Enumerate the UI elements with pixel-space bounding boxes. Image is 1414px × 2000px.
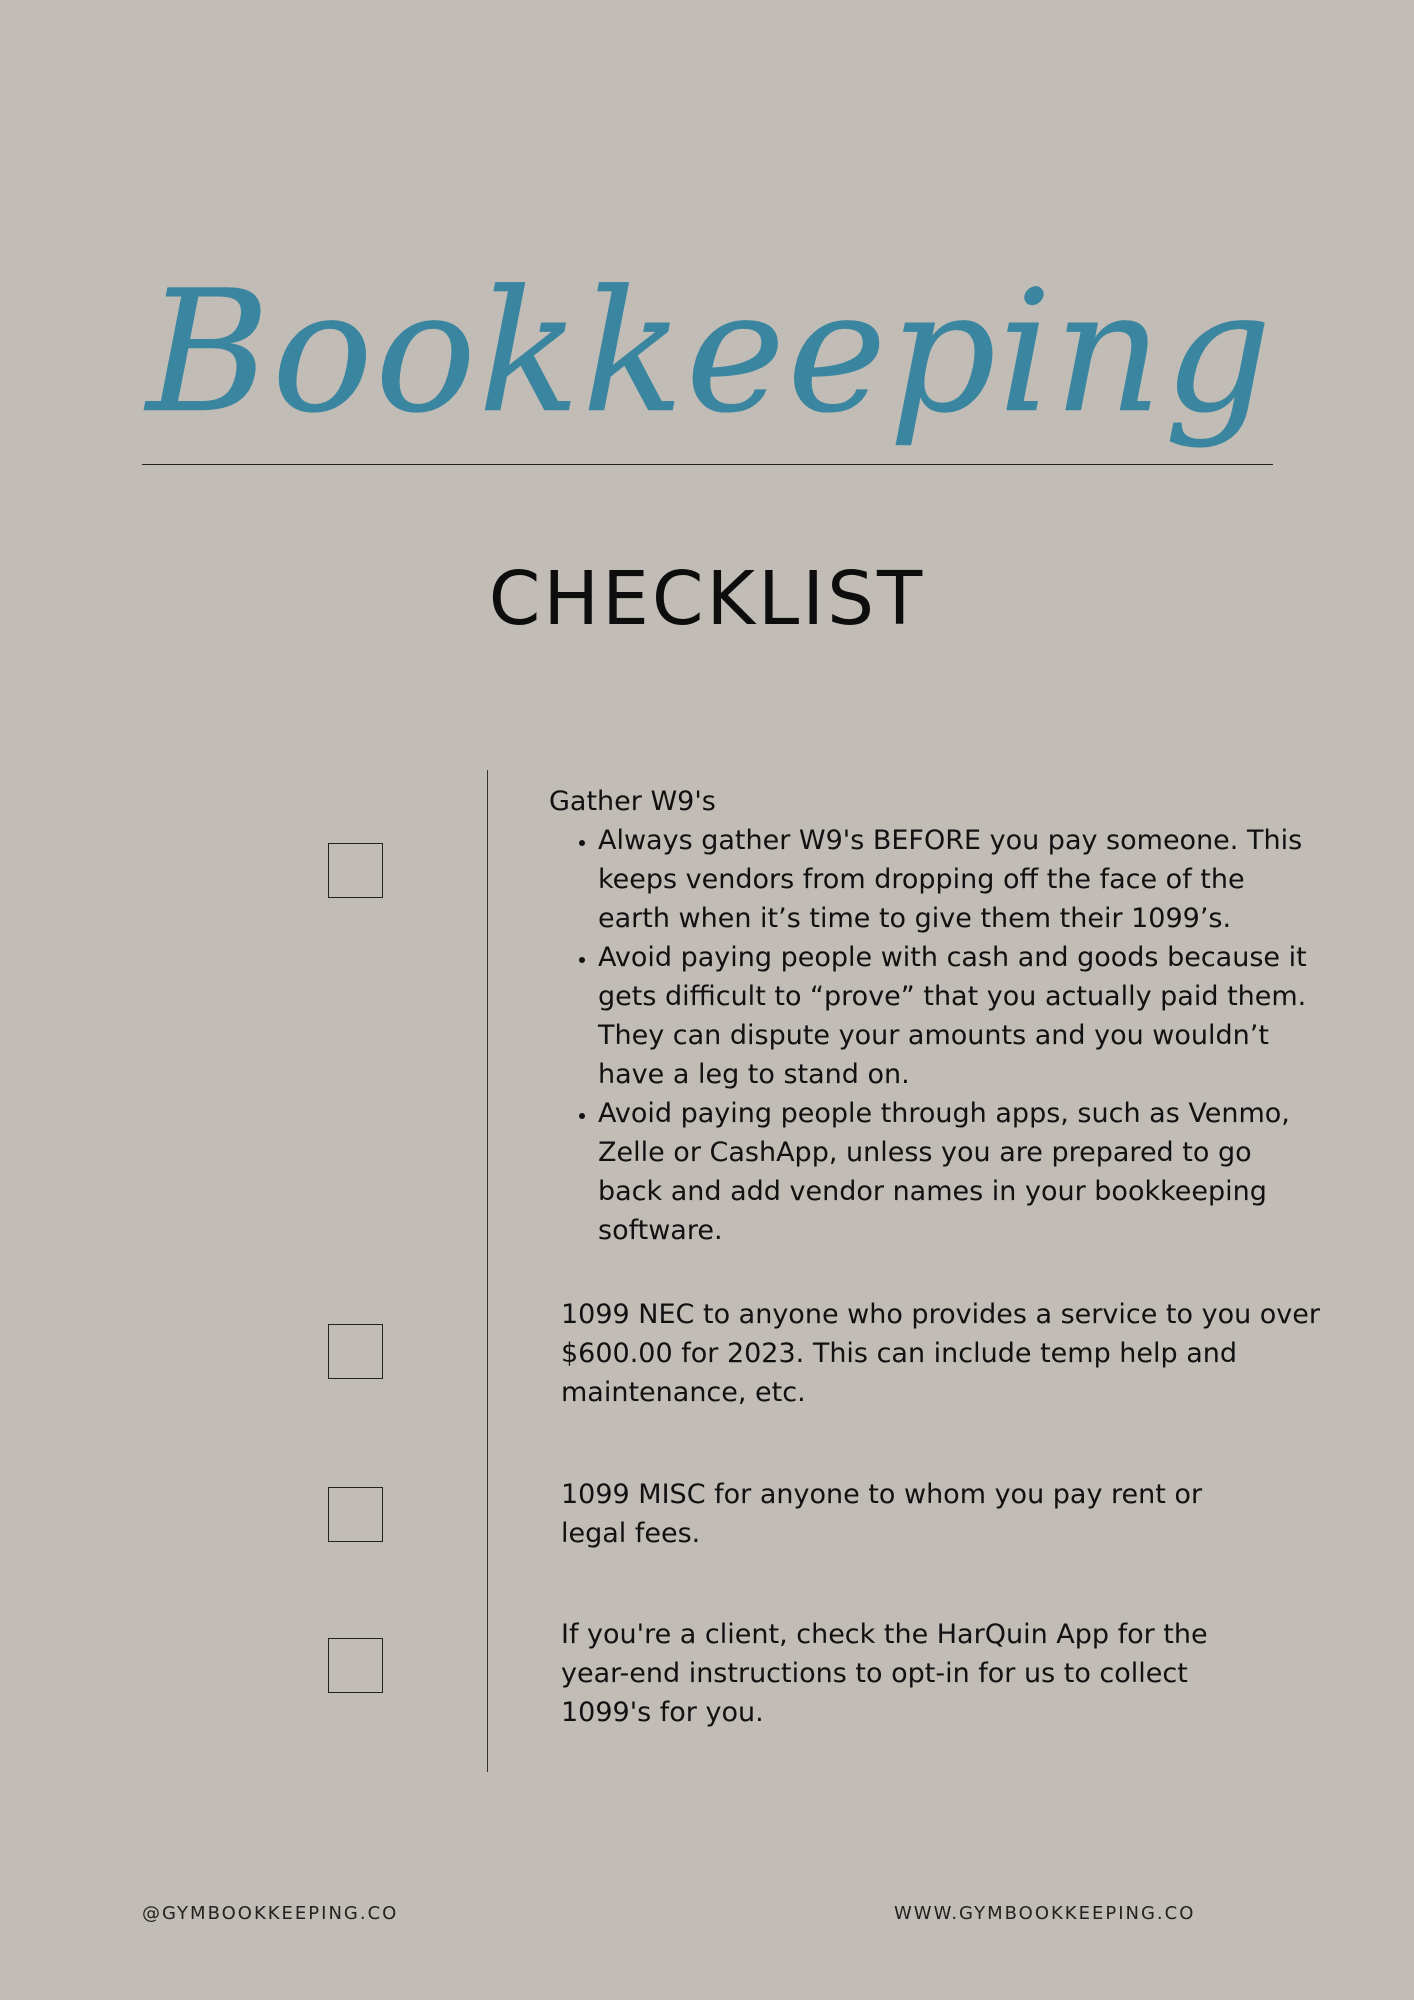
checklist-item-1099-nec xyxy=(561,1295,1321,1412)
checkbox-gather-w9[interactable] xyxy=(328,843,383,898)
list-item: • Avoid paying people through apps, such as Venmo, Zelle or CashApp, unless you are prepared to go back and add vendor names in your bookkeeping software. xyxy=(598,1094,1309,1250)
list-item: • Always gather W9's BEFORE you pay someone. This keeps vendors from dropping off the face of the earth when it’s time to give them their 1099’s. xyxy=(598,821,1309,938)
bookkeeping-script-logo xyxy=(146,230,1274,490)
item-text: 1099 MISC for anyone to whom you pay rent or legal fees. xyxy=(561,1479,1203,1549)
item-heading: Gather W9's xyxy=(549,786,716,817)
list-item: • Avoid paying people with cash and goods because it gets difficult to “prove” that you actually paid them. They can dispute your amounts and you wouldn’t have a leg to stand on. xyxy=(598,938,1309,1094)
checklist-item-gather-w9 xyxy=(549,782,1309,1250)
footer-social-handle: @GYMBOOKKEEPING.CO xyxy=(142,1903,399,1924)
item-bullet-list xyxy=(549,821,1309,1250)
page-title: CHECKLIST xyxy=(488,556,926,642)
checkbox-1099-nec[interactable] xyxy=(328,1324,383,1379)
checklist-item-harquin-app xyxy=(561,1615,1241,1732)
bookkeeping-script-text: Bookkeeping xyxy=(146,254,1274,450)
checklist-vertical-divider xyxy=(487,770,488,1772)
checkbox-1099-misc[interactable] xyxy=(328,1487,383,1542)
header-divider xyxy=(142,464,1273,465)
item-text: 1099 NEC to anyone who provides a service to you over $600.00 for 2023. This can include temp help and maintenance, etc. xyxy=(561,1299,1320,1408)
item-text: If you're a client, check the HarQuin App for the year-end instructions to opt-in for us to collect 1099's for you. xyxy=(561,1619,1208,1728)
footer-website: WWW.GYMBOOKKEEPING.CO xyxy=(894,1903,1196,1924)
checklist-item-1099-misc xyxy=(561,1475,1241,1553)
checkbox-harquin-app[interactable] xyxy=(328,1638,383,1693)
